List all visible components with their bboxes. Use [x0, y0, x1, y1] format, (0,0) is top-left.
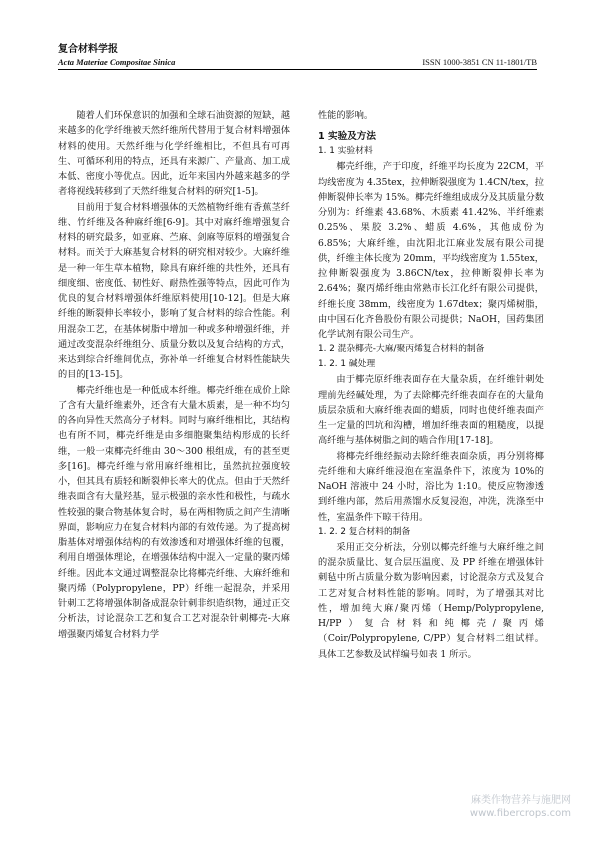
section-heading-experiment: 1 实验及方法: [318, 131, 376, 143]
alkali-paragraph-2: 将椰壳纤维经振动去除纤维表面杂质，再分别将椰壳纤维和大麻纤维浸泡在室温条件下，浓度为 10%的 NaOH 溶液中 24 小时，浴比为 1:10。使反应物渗透到纤维内部，然后用蒸馏水反复浸泡，冲洗，洗涤至中性，室温条件下晾干待用。: [318, 450, 544, 523]
journal-title-cn: 复合材料学报: [58, 44, 118, 55]
watermark-url: www.fibercrops.com: [469, 808, 571, 819]
subsubsection-heading-alkali: 1. 2. 1 碱处理: [318, 359, 376, 370]
alkali-paragraph-1: 由于椰壳原纤维表面存在大量杂质，在纤维针刺处理前先经碱处理，为了去除椰壳纤维表面存在的大量角质层杂质和大麻纤维表面的蜡质，同时也使纤维表面产生一定量的凹坑和沟槽，增加纤维表面的粗糙度，以提高纤维与基体树脂之间的啮合作用[17-18]。: [318, 374, 544, 447]
page-header: [58, 44, 537, 70]
subsubsection-heading-composite: 1. 2. 2 复合材料的制备: [318, 526, 411, 537]
left-column: [58, 108, 290, 642]
right-column: [318, 108, 544, 662]
subsection-heading-materials: 1. 1 实验材料: [318, 146, 373, 157]
intro-paragraph-2: 目前用于复合材料增强体的天然植物纤维有香蕉茎纤维、竹纤维及各种麻纤维[6-9]。其中对麻纤维增强复合材料的研究最多，如亚麻、苎麻、剑麻等原料的增强复合材料。而关于大麻基复合材料的研究相对较少。大麻纤维是一种一年生草本植物，除具有麻纤维的共性外，还具有细度细、密度低、韧性好、耐热性强等特点，因此可作为优良的复合材料增强体纤维原料使用[10-12]。但是大麻纤维的断裂伸长率较小，影响了复合材料的综合性能。利用混杂工艺，在基体树脂中增加一种或多种增强纤维，并通过改变混杂纤维组分、质量分数以及复合结构的方式，来达到综合纤维间优点，弥补单一纤维复合材料性能缺失的目的[13-15]。: [58, 201, 290, 381]
materials-paragraph: 椰壳纤维，产于印度，纤维平均长度为 22CM，平均线密度为 4.35tex，拉伸断裂强度为 1.4CN/tex，拉伸断裂伸长率为 15%。椰壳纤维组成成分及其质量分数分别为：纤维素 43.68%、木质素 41.42%、半纤维素 0.25%、果胶 3.2%、蜡质 4.6%，其他成份为 6.85%；大麻纤维，由沈阳北江麻业发展有限公司提供，纤维主体长度为 20mm，平均线密度为 1.55tex，拉伸断裂强度为 3.86CN/tex，拉伸断裂伸长率为 2.64%；聚丙烯纤维由常熟市长江化纤有限公司提供，纤维长度 38mm，线密度为 1.67dtex；聚丙烯树脂，由中国石化齐鲁股份有限公司提供；NaOH，国药集团化学试剂有限公司生产。: [318, 161, 544, 340]
site-watermark: [431, 794, 571, 820]
composite-paragraph: 采用正交分析法，分别以椰壳纤维与大麻纤维之间的混杂质量比、复合层压温度、及 PP 纤维在增强体针刺毡中所占质量分数为影响因素，讨论混杂方式及复合工艺对复合材料性能的影响。同时，为了增强其对比性，增加纯大麻/聚丙烯（Hemp/Polypropylene, H/PP）复合材料和纯椰壳/聚丙烯（Coir/Polypropylene, C/PP）复合材料二组试样。具体工艺参数及试样编号如表 1 所示。: [318, 541, 544, 660]
journal-title-en: Acta Materiae Compositae Sinica: [58, 57, 176, 67]
continued-text: 性能的影响。: [318, 110, 374, 121]
issn-cn-number: ISSN 1000-3851 CN 11-1801/TB: [422, 57, 537, 67]
watermark-cn: 麻类作物营养与施肥网: [471, 795, 571, 806]
intro-paragraph-3: 椰壳纤维也是一种低成本纤维。椰壳纤维在成价上除了含有大量纤维素外，还含有大量木质素，是一种不均匀的各向异性天然高分子材料。同时与麻纤维相比，其结构也有所不同，椰壳纤维是由多细胞聚集结构形成的长纤维，一般一束椰壳纤维由 30～300 根组成，有的甚至更多[16]。椰壳纤维与常用麻纤维相比，虽然抗拉强度较小，但其具有质轻和断裂伸长率大的优点。但由于天然纤维表面含有大量羟基，显示极强的亲水性和极性，与疏水性较强的聚合物基体复合时，易在两相物质之间产生清晰界面，影响应力在复合材料内部的有效传递。为了提高树脂基体对增强体结构的有效渗透和对增强体纤维的包覆，利用自增强体理论，在增强体结构中混入一定量的聚丙烯纤维。因此本文通过调整混杂比将椰壳纤维、大麻纤维和聚丙烯（Polypropylene，PP）纤维一起混杂，并采用针刺工艺将增强体制备成混杂针刺非织造织物，通过正交分析法，讨论混杂工艺和复合工艺对混杂针刺椰壳-大麻增强聚丙烯复合材料力学: [58, 384, 290, 640]
subsection-heading-preparation: 1. 2 混杂椰壳-大麻/聚丙烯复合材料的制备: [318, 344, 485, 355]
intro-paragraph-1: 随着人们环保意识的加强和全球石油资源的短缺，越来越多的化学纤维被天然纤维所代替用于复合材料增强体材料的使用。天然纤维与化学纤维相比，不但具有可再生、可循环利用的特点，还具有来源广、产量高、加工成本低、密度小等优点。因此，近年来国内外越来越多的学者将视线转移到了天然纤维复合材料的研究[1-5]。: [58, 110, 290, 198]
header-rule: [58, 69, 537, 70]
